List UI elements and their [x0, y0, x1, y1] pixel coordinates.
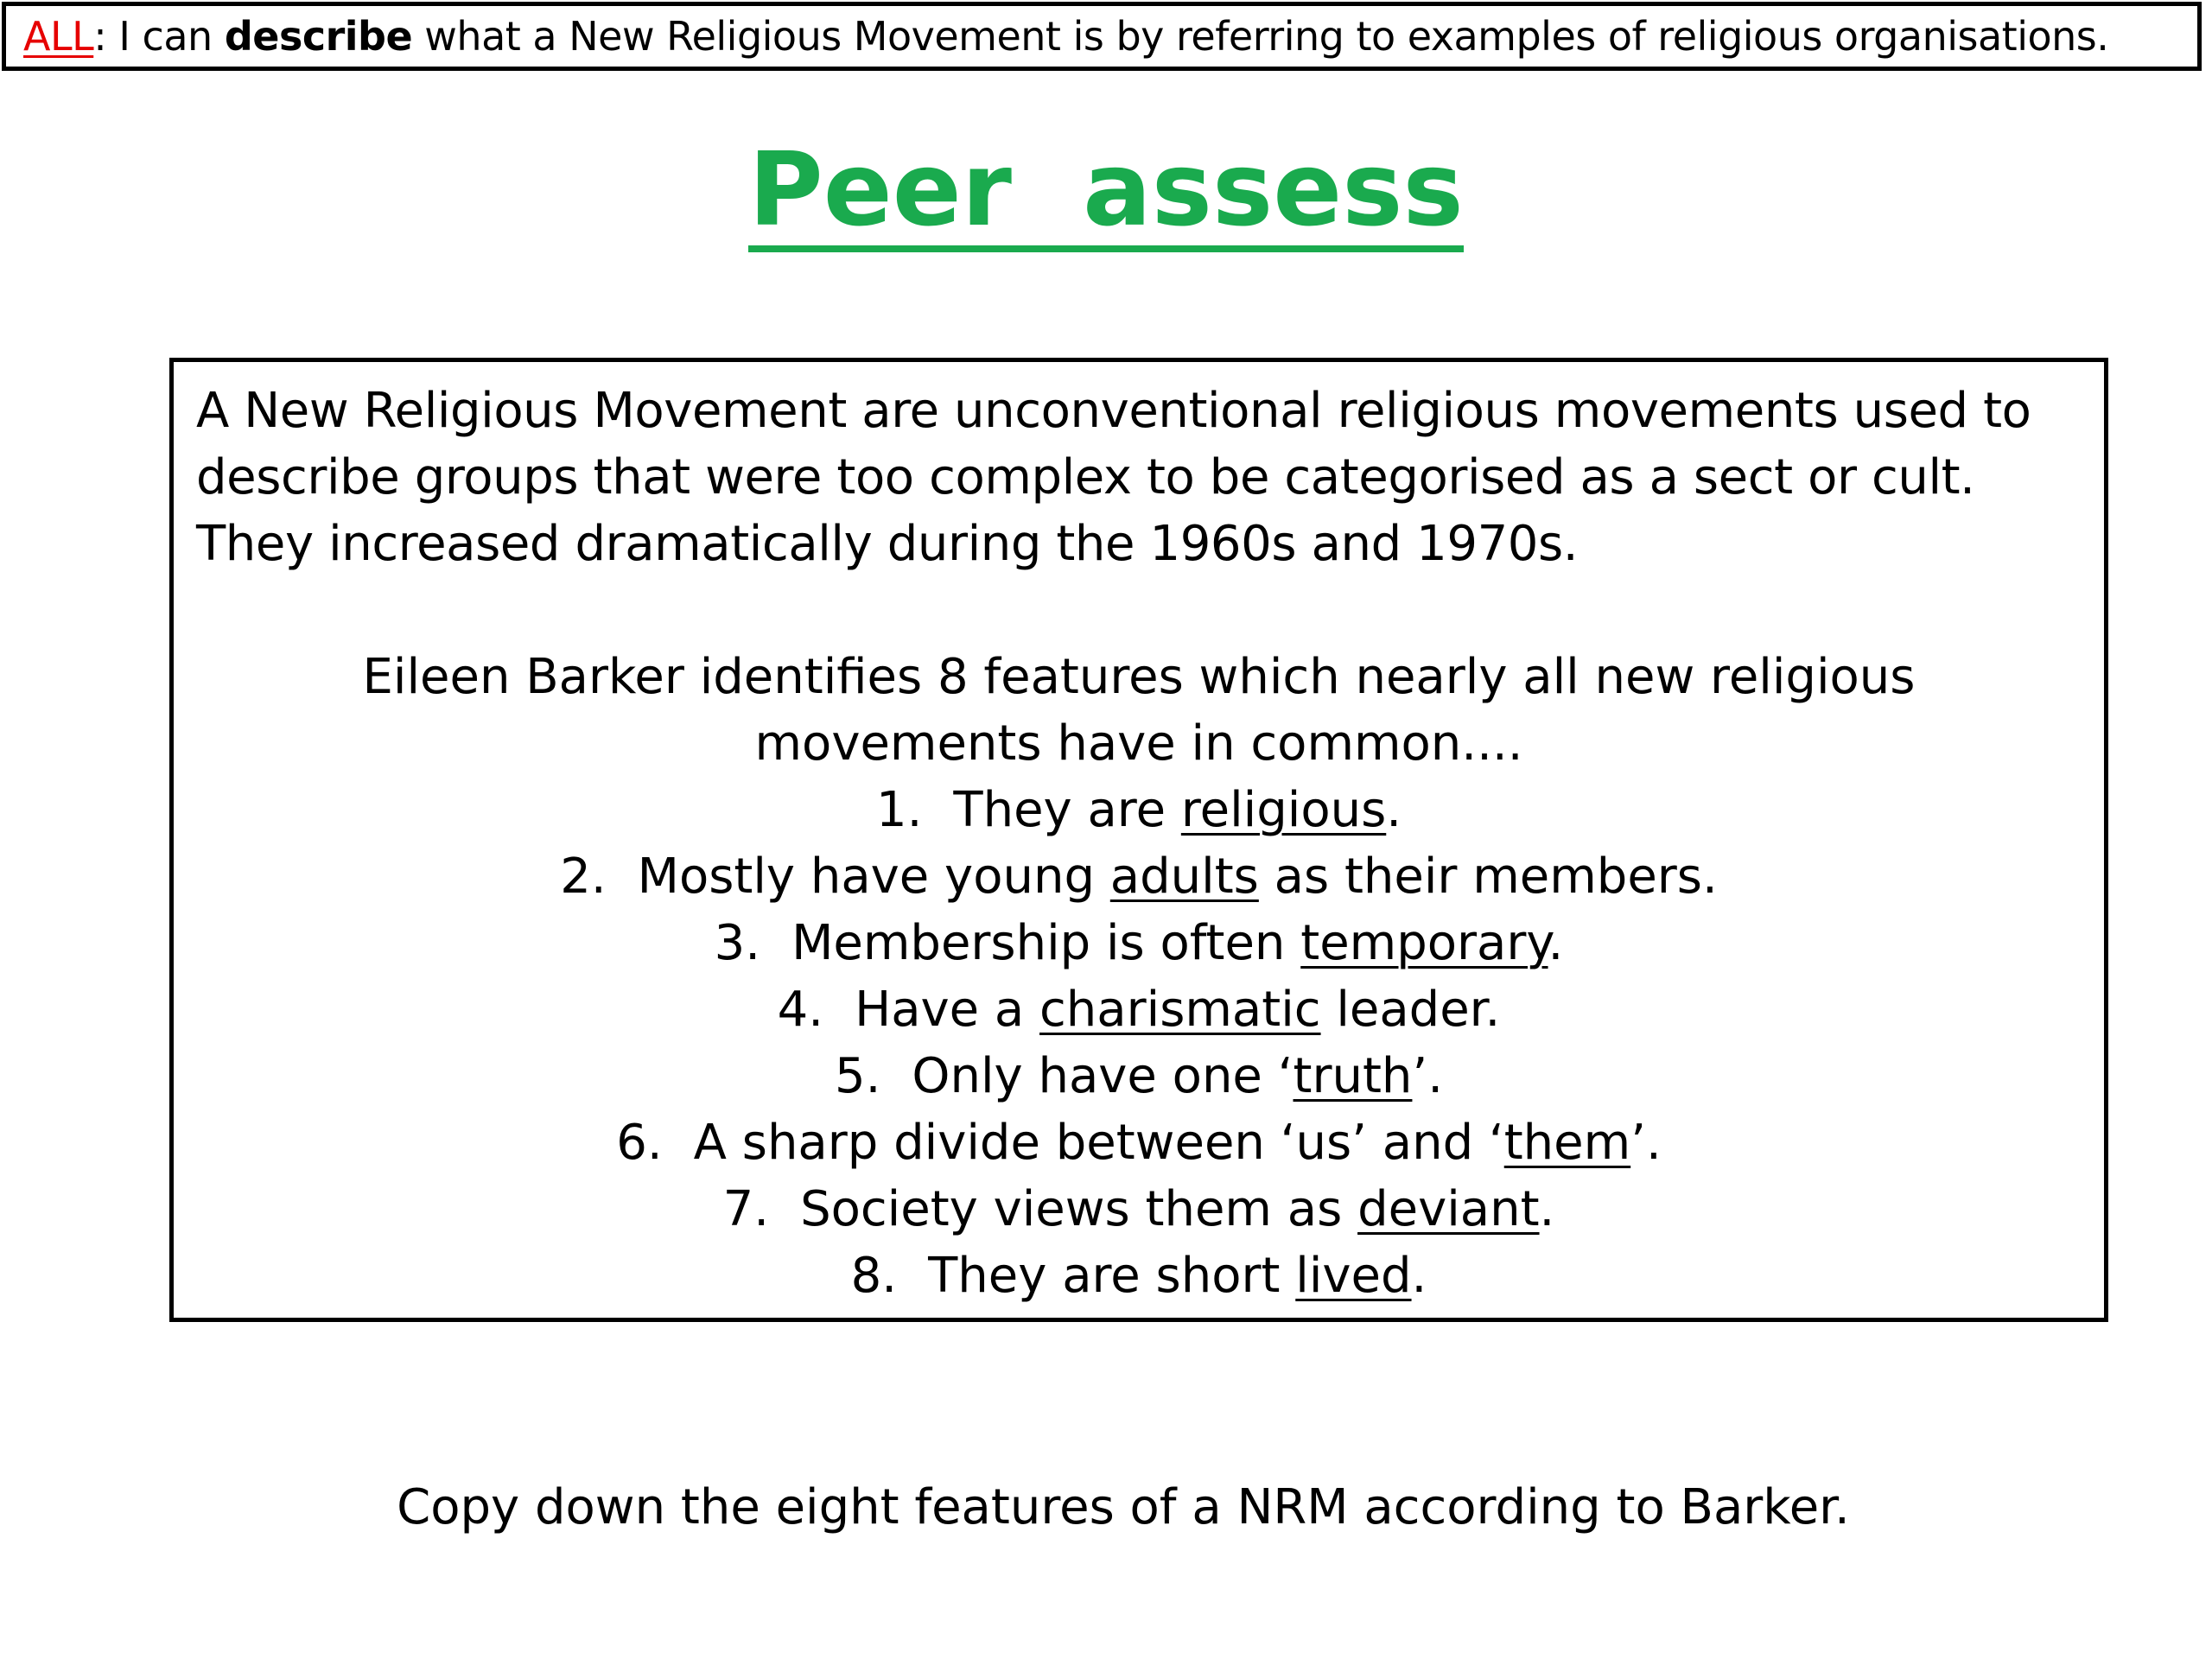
definition-paragraph: A New Religious Movement are unconventional religious movements used to describe groups that were too complex to be categorised as a sect or cult. They increased dramatically during the 1960s and 1970s. — [196, 383, 2031, 572]
feature-keyword: temporary — [1300, 915, 1548, 971]
page-heading-text: Peer assess — [748, 137, 1464, 252]
feature-keyword: deviant — [1357, 1181, 1540, 1237]
feature-keyword: them — [1503, 1115, 1631, 1171]
feature-item — [196, 976, 2082, 1043]
feature-number: 6. — [616, 1115, 663, 1171]
feature-text-after: ’. — [1412, 1048, 1444, 1104]
feature-number: 5. — [834, 1048, 881, 1104]
feature-number: 8. — [850, 1248, 898, 1304]
objective-level-label: ALL — [23, 13, 94, 60]
feature-text-after: . — [1411, 1248, 1427, 1304]
paragraph-spacer — [196, 577, 2082, 644]
feature-number: 3. — [714, 915, 761, 971]
feature-text-before: Membership is often — [791, 915, 1301, 971]
feature-text-before: Mostly have young — [637, 849, 1110, 905]
feature-number: 4. — [777, 982, 824, 1038]
page-heading — [0, 130, 2212, 252]
feature-text-after: . — [1539, 1181, 1555, 1237]
objective-separator: : I can — [93, 13, 225, 60]
feature-keyword: adults — [1109, 849, 1259, 905]
content-box — [169, 358, 2108, 1322]
feature-item — [196, 1043, 2082, 1109]
feature-item — [196, 777, 2082, 843]
feature-number: 2. — [560, 849, 607, 905]
feature-text-after: . — [1386, 782, 1402, 838]
feature-item — [196, 1176, 2082, 1243]
feature-text-after: as their members. — [1258, 849, 1718, 905]
feature-item — [196, 1109, 2082, 1176]
feature-item — [196, 1243, 2082, 1309]
feature-text-after: ’. — [1630, 1115, 1662, 1171]
feature-text-before: Have a — [855, 982, 1040, 1038]
feature-keyword: religious — [1180, 782, 1387, 838]
objective-text: what a New Religious Movement is by referring to examples of religious organisations. — [412, 13, 2109, 60]
features-intro: Eileen Barker identifies 8 features which nearly all new religious movements have in common.... — [362, 649, 1916, 772]
feature-text-after: leader. — [1320, 982, 1501, 1038]
feature-item — [196, 910, 2082, 976]
learning-objective-bar — [2, 2, 2202, 71]
feature-text-after: . — [1548, 915, 1564, 971]
feature-text-before: Society views them as — [800, 1181, 1358, 1237]
feature-text-before: Only have one ‘ — [912, 1048, 1294, 1104]
feature-item — [196, 843, 2082, 910]
task-instruction: Copy down the eight features of a NRM according to Barker. — [397, 1479, 1850, 1535]
features-list — [196, 777, 2082, 1309]
feature-number: 1. — [875, 782, 923, 838]
feature-text-before: They are — [953, 782, 1181, 838]
feature-keyword: lived — [1295, 1248, 1412, 1304]
feature-keyword: truth — [1293, 1048, 1413, 1104]
feature-text-before: A sharp divide between ‘us’ and ‘ — [693, 1115, 1504, 1171]
feature-keyword: charismatic — [1039, 982, 1321, 1038]
feature-text-before: They are short — [928, 1248, 1296, 1304]
feature-number: 7. — [722, 1181, 770, 1237]
objective-keyword: describe — [224, 13, 413, 60]
